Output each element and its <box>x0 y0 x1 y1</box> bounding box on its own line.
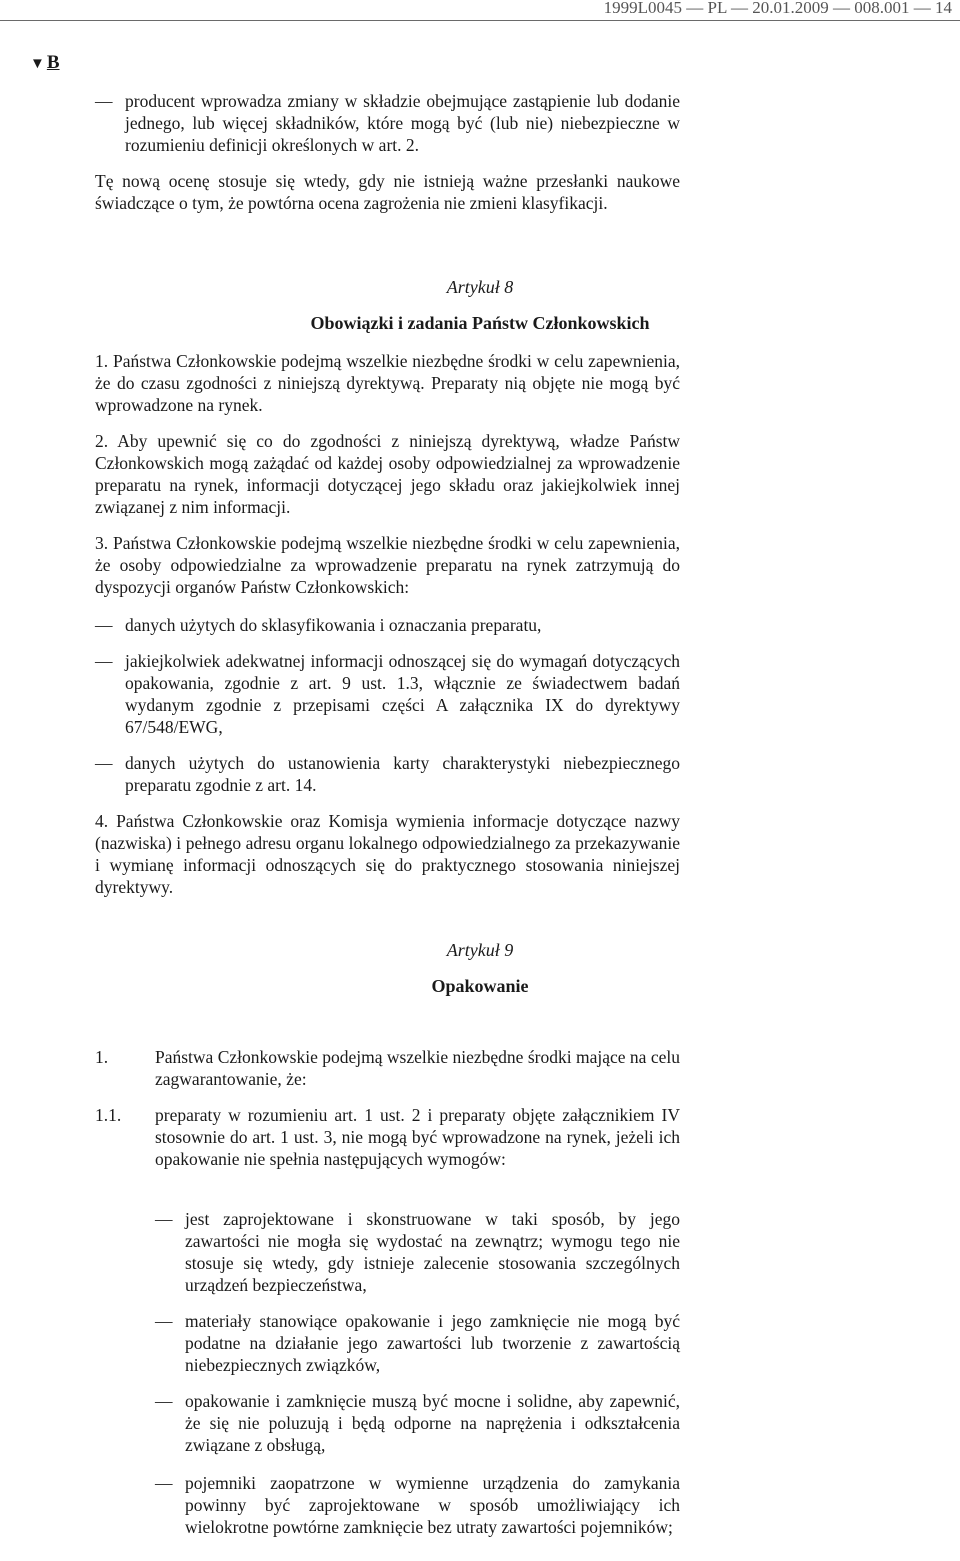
art9-point-1-1: preparaty w rozumieniu art. 1 ust. 2 i preparaty objęte załącznikiem IV stosownie do art. 1 ust. 3, nie mogą być wprowadzone na rynek, jeżeli ich opakowanie nie spełnia następujących wymogów: <box>155 1105 680 1169</box>
art8-paragraph-2: 2. Aby upewnić się co do zgodności z niniejszą dyrektywą, władze Państw Członkowskich mogą zażądać od każdej osoby odpowiedzialnej za wprowadzenie preparatu na rynek, informacji dotyczącej jego składu oraz jakiejkolwiek innej związanej z nim informacji. <box>95 431 680 517</box>
version-marker <box>30 52 60 74</box>
art9-item-2: materiały stanowiące opakowanie i jego zamknięcie nie mogą być podatne na działanie jego zawartości lub tworzenie z zawartością niebezpiecznych związków, <box>185 1311 680 1375</box>
dash-icon: — <box>155 1311 173 1331</box>
art9-point-1: Państwa Członkowskie podejmą wszelkie niezbędne środki mające na celu zagwarantowanie, że: <box>155 1047 680 1089</box>
marker-label: B <box>46 52 60 73</box>
dash-icon: — <box>95 615 113 635</box>
point-number-1-1: 1.1. <box>95 1105 122 1125</box>
intro-item: producent wprowadza zmiany w składzie obejmujące zastąpienie lub dodanie jednego, lub więcej składników, które mogą być (lub nie) niebezpieczne w rozumieniu definicji określonych w art. 2. <box>125 91 680 155</box>
article-8-heading: Obowiązki i zadania Państw Członkowskich <box>310 313 650 333</box>
dash-icon: — <box>155 1209 173 1229</box>
art8-item-1: danych użytych do sklasyfikowania i oznaczania preparatu, <box>125 615 542 635</box>
article-8-title: Artykuł 8 <box>446 277 514 297</box>
art8-paragraph-3: 3. Państwa Członkowskie podejmą wszelkie niezbędne środki w celu zapewnienia, że osoby odpowiedzialne za wprowadzenie preparatu na rynek zatrzymują do dyspozycji organów Państw Członkowskich: <box>95 533 680 597</box>
art9-item-4: pojemniki zaopatrzone w wymienne urządzenia do zamykania powinny być zaprojektowane w sposób umożliwiający ich wielokrotne powtórne zamknięcie bez utraty zawartości pojemników; <box>185 1473 680 1537</box>
dash-icon: — <box>95 753 113 773</box>
triangle-down-icon: ▼ <box>30 56 45 72</box>
dash-icon: — <box>95 651 113 671</box>
page-header <box>0 0 960 21</box>
intro-paragraph: Tę nową ocenę stosuje się wtedy, gdy nie istnieją ważne przesłanki naukowe świadczące o tym, że powtórna ocena zagrożenia nie zmieni klasyfikacji. <box>95 171 680 213</box>
header-reference: 1999L0045 — PL — 20.01.2009 — 008.001 — 14 <box>603 0 952 17</box>
art9-item-3: opakowanie i zamknięcie muszą być mocne i solidne, aby zapewnić, że się nie poluzują i będą odporne na naprężenia i odkształcenia związane z obsługą, <box>185 1391 680 1455</box>
dash-icon: — <box>155 1473 173 1493</box>
art9-item-1: jest zaprojektowane i skonstruowane w taki sposób, by jego zawartości nie mogła się wydostać na zewnątrz; wymogu tego nie stosuje się wtedy, gdy istnieje zalecenie stosowania szczególnych urządzeń bezpieczeństwa, <box>185 1209 680 1295</box>
art8-item-2: jakiejkolwiek adekwatnej informacji odnoszącej się do wymagań dotyczących opakowania, zgodnie z art. 9 ust. 1.3, włącznie ze świadectwem badań wydanym zgodnie z przepisami części A załącznika IX do dyrektywy 67/548/EWG, <box>125 651 680 737</box>
dash-icon: — <box>95 91 113 111</box>
point-number-1: 1. <box>95 1047 109 1067</box>
art8-paragraph-4: 4. Państwa Członkowskie oraz Komisja wymienia informacje dotyczące nazwy (nazwiska) i pełnego adresu organu lokalnego odpowiedzialnego za przekazywanie i wymianę informacji odnoszących się do praktycznego stosowania niniejszej dyrektywy. <box>95 811 680 897</box>
article-9-heading: Opakowanie <box>431 976 529 996</box>
art8-item-3: danych użytych do ustanowienia karty charakterystyki niebezpiecznego preparatu zgodnie z art. 14. <box>125 753 680 795</box>
article-9-title: Artykuł 9 <box>446 940 514 960</box>
dash-icon: — <box>155 1391 173 1411</box>
art8-paragraph-1: 1. Państwa Członkowskie podejmą wszelkie niezbędne środki w celu zapewnienia, że do czasu zgodności z niniejszą dyrektywą. Preparaty nią objęte nie mogą być wprowadzone na rynek. <box>95 351 680 415</box>
